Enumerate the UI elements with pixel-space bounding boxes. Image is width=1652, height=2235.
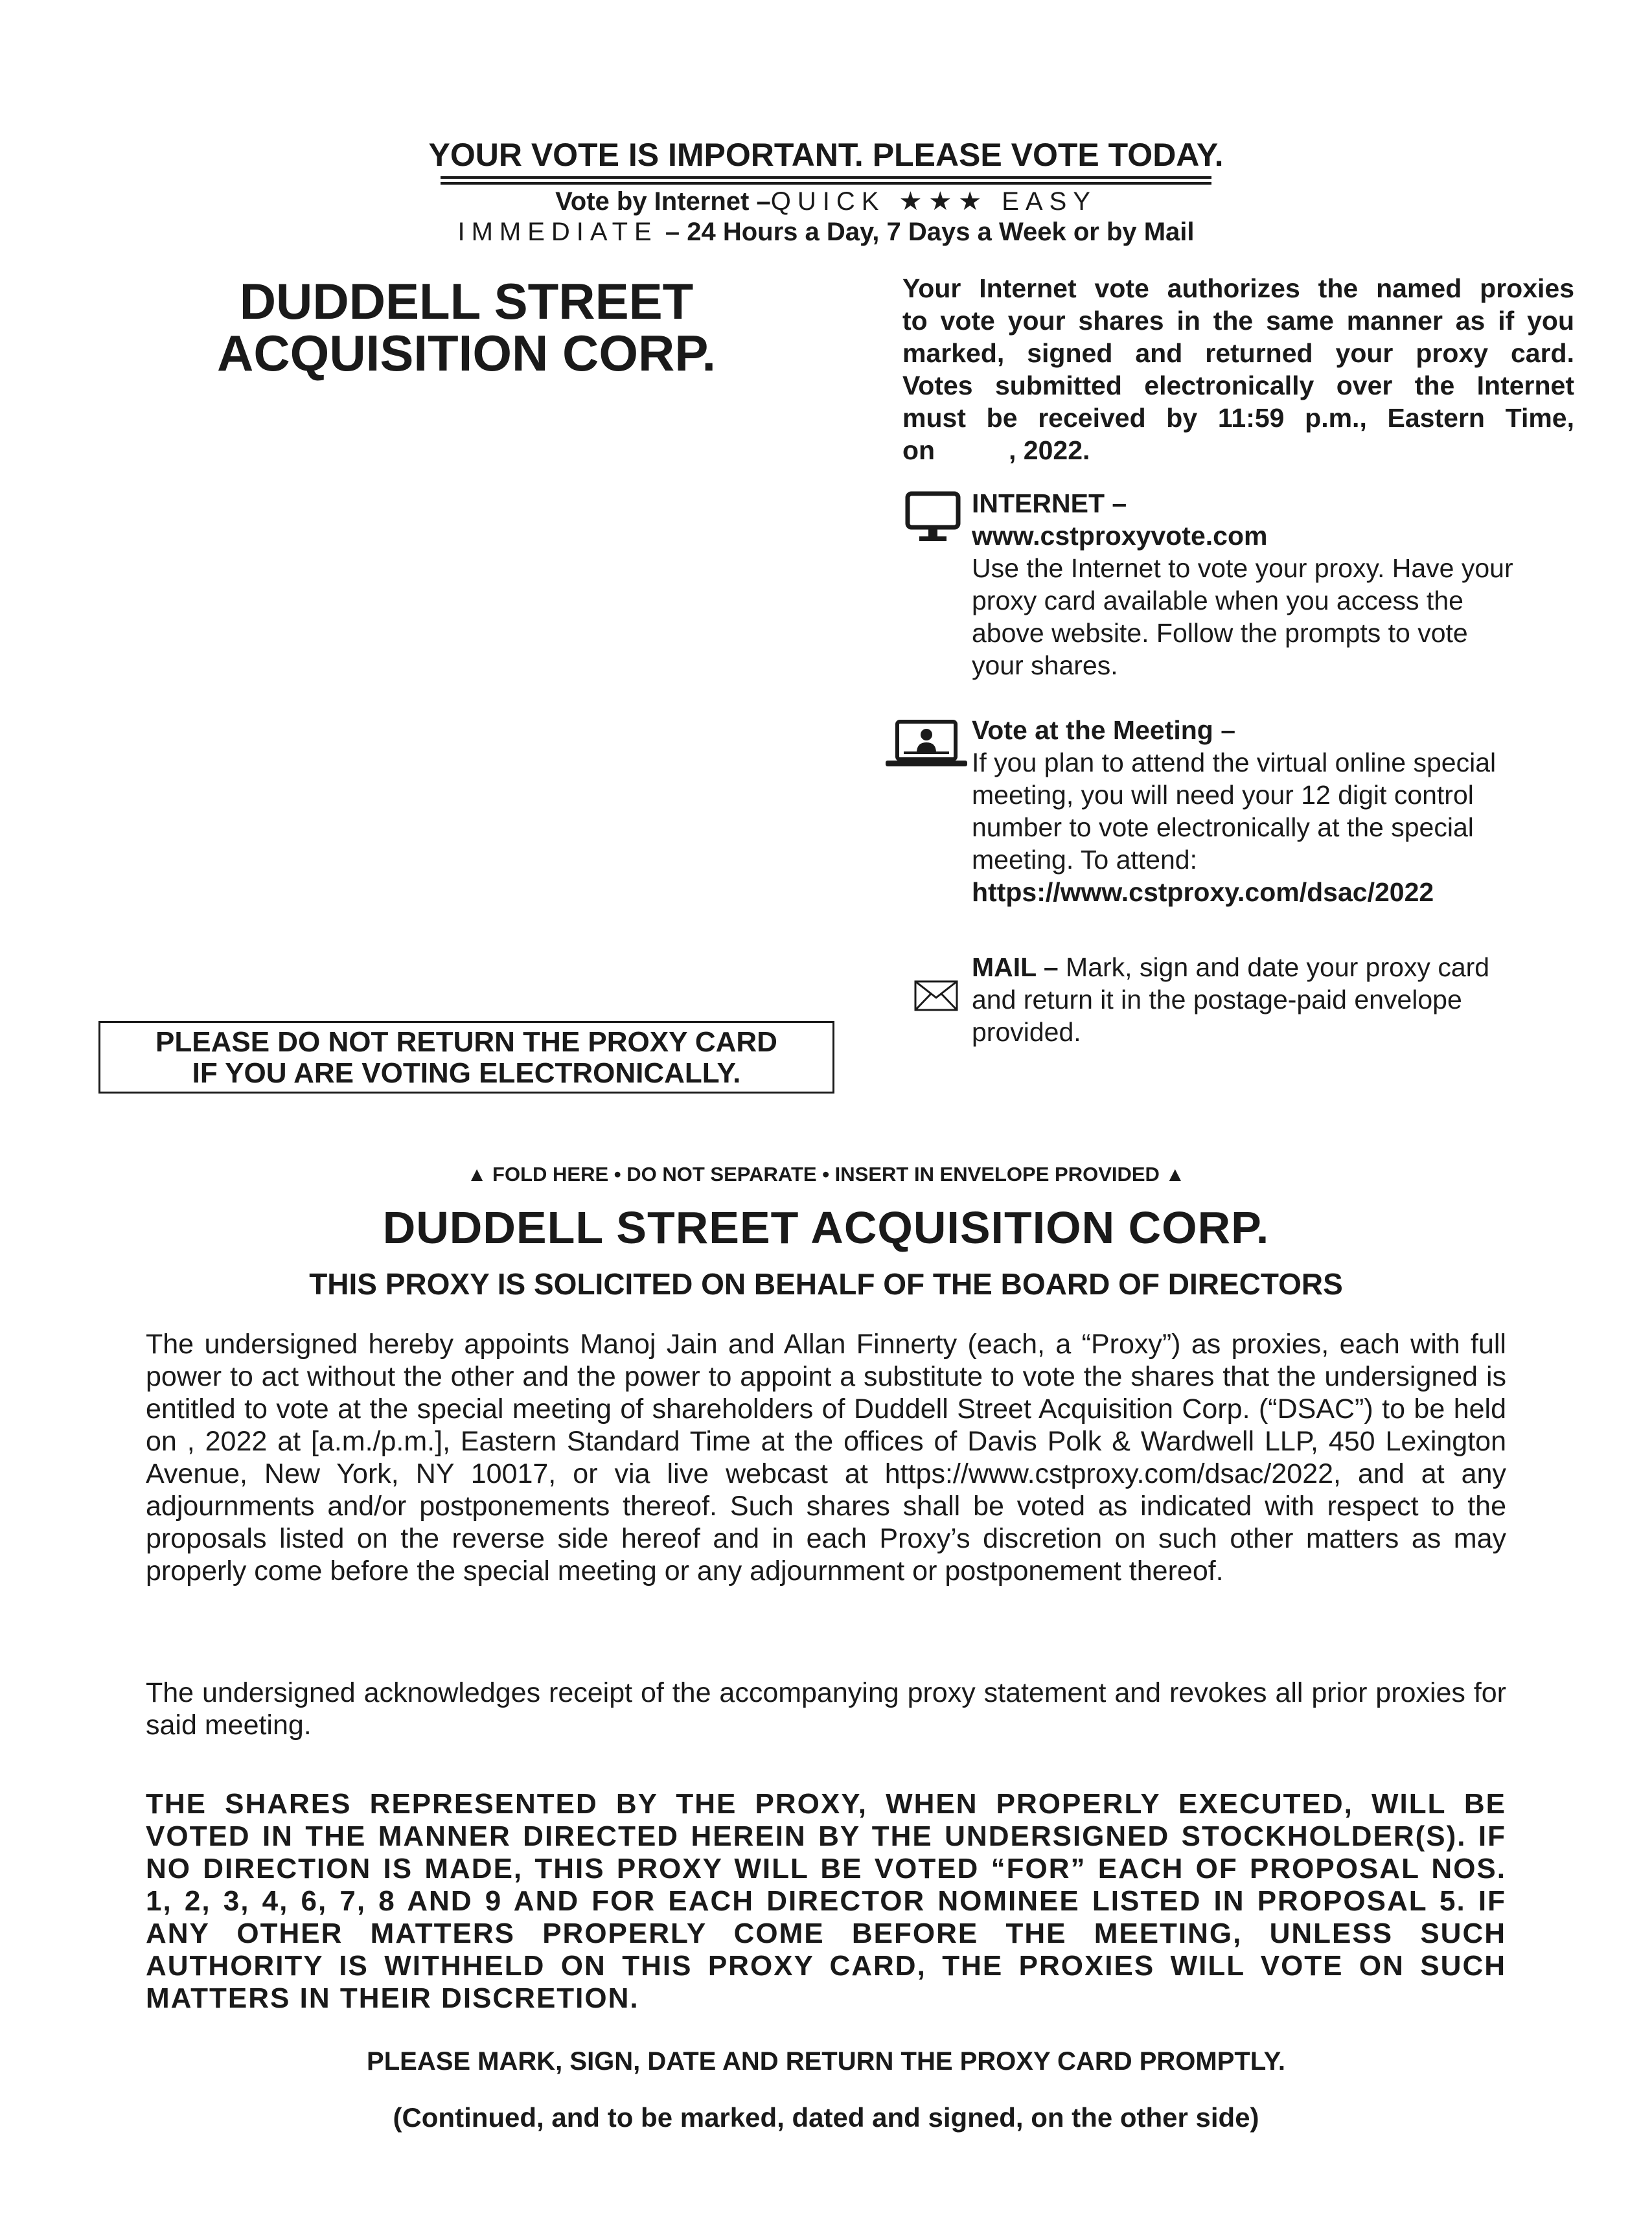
laptop-person-icon (884, 719, 969, 774)
warning-line2: IF YOU ARE VOTING ELECTRONICALLY. (192, 1057, 741, 1089)
mail-line1-text: Mark, sign and date your proxy card (1058, 952, 1490, 982)
continued-on-other-side-notice: (Continued, and to be marked, dated and signed, on the other side) (393, 2102, 1259, 2133)
proxy-solicited-heading: THIS PROXY IS SOLICITED ON BEHALF OF THE BOARD OF DIRECTORS (309, 1267, 1343, 1301)
company-name-line2: ACQUISITION CORP. (217, 325, 716, 382)
internet-body-line: proxy card available when you access the (972, 586, 1463, 615)
internet-body-line: Use the Internet to vote your proxy. Have your (972, 553, 1513, 583)
vote-methods-line (0, 187, 1652, 216)
auth-line: Your Internet vote authorizes the named proxies (902, 273, 1574, 303)
vote-important-heading: YOUR VOTE IS IMPORTANT. PLEASE VOTE TODAY. (428, 137, 1224, 173)
mail-heading: MAIL – (972, 952, 1059, 982)
meeting-url-link[interactable]: https://www.cstproxy.com/dsac/2022 (972, 877, 1434, 907)
auth-line: marked, signed and returned your proxy card. (902, 338, 1574, 368)
immediate-text: IMMEDIATE (457, 218, 658, 246)
proxy-acknowledgement-paragraph: The undersigned acknowledges receipt of the accompanying proxy statement and revokes all prior proxies for said meeting. (146, 1677, 1506, 1741)
auth-line: Votes submitted electronically over the Internet (902, 371, 1574, 400)
internet-url-link[interactable]: www.cstproxyvote.com (972, 521, 1268, 551)
proxy-appointment-paragraph: The undersigned hereby appoints Manoj Jain and Allan Finnerty (each, a “Proxy”) as proxies, each with full power to act without the other and the power to appoint a substitute to vote the shares that the undersigned is entitled to vote at the special meeting of shareholders of Duddell Street Acquisition Corp. (“DSAC”) to be held on , 2022 at [a.m./p.m.], Eastern Standard Time at the offices of Davis Polk & Wardwell LLP, 450 Lexington Avenue, New York, NY 10017, or via live webcast at https://www.cstproxy.com/dsac/2022, and at any adjournments and/or postponements thereof. Such shares shall be voted as indicated with respect to the proposals listed on the reverse side hereof and in each Proxy’s discretion on such other matters as may properly come before the special meeting or any adjournment or postponement thereof. (146, 1329, 1506, 1587)
proxy-company-name: DUDDELL STREET ACQUISITION CORP. (382, 1202, 1270, 1253)
internet-body-line: your shares. (972, 650, 1118, 680)
availability-line (0, 218, 1652, 247)
fold-instruction: ▲ FOLD HERE • DO NOT SEPARATE • INSERT IN ENVELOPE PROVIDED ▲ (466, 1163, 1186, 1186)
company-name-line1: DUDDELL STREET (239, 273, 694, 330)
mail-line2-text: and return it in the postage-paid envelope (972, 985, 1462, 1014)
company-name-top (188, 273, 745, 382)
proxy-voting-instructions-paragraph: THE SHARES REPRESENTED BY THE PROXY, WHEN PROPERLY EXECUTED, WILL BE VOTED IN THE MANNER DIRECTED HEREIN BY THE UNDERSIGNED STOCKHOLDER(S). IF NO DIRECTION IS MADE, THIS PROXY WILL BE VOTED “FOR” EACH OF PROPOSAL NOS. 1, 2, 3, 4, 6, 7, 8 AND 9 AND FOR EACH DIRECTOR NOMINEE LISTED IN PROPOSAL 5. IF ANY OTHER MATTERS PROPERLY COME BEFORE THE MEETING, UNLESS SUCH AUTHORITY IS WITHHELD ON THIS PROXY CARD, THE PROXIES WILL VOTE ON SUCH MATTERS IN THEIR DISCRETION. (146, 1788, 1506, 2014)
meeting-body-line: meeting. To attend: (972, 845, 1197, 875)
meeting-heading: Vote at the Meeting – (972, 715, 1236, 745)
internet-voting-section (972, 487, 1594, 682)
meeting-body-line: number to vote electronically at the special (972, 812, 1474, 842)
mail-line3-text: provided. (972, 1017, 1081, 1047)
meeting-body-line: meeting, you will need your 12 digit control (972, 780, 1474, 810)
mail-voting-section (972, 951, 1594, 1048)
warning-line1: PLEASE DO NOT RETURN THE PROXY CARD (155, 1026, 777, 1058)
envelope-icon (913, 980, 959, 1015)
internet-body-line: above website. Follow the prompts to vote (972, 618, 1468, 648)
auth-line: to vote your shares in the same manner as if you (902, 306, 1574, 336)
double-rule-top (441, 176, 1211, 179)
meeting-voting-section (972, 714, 1594, 908)
meeting-body-line: If you plan to attend the virtual online special (972, 748, 1497, 777)
do-not-return-warning-box (98, 1021, 834, 1094)
auth-line: on , 2022. (902, 435, 1090, 465)
quick-easy-text: QUICK ★★★ EASY (770, 187, 1097, 216)
auth-line: must be received by 11:59 p.m., Eastern Time, (902, 403, 1574, 433)
computer-monitor-icon (904, 491, 962, 546)
double-rule-bottom (441, 182, 1211, 185)
internet-heading: INTERNET – (972, 488, 1127, 518)
vote-by-internet-text: Vote by Internet – (555, 187, 771, 216)
availability-text: – 24 Hours a Day, 7 Days a Week or by Mail (658, 218, 1195, 246)
internet-authorization-text (902, 272, 1574, 466)
mark-sign-return-notice: PLEASE MARK, SIGN, DATE AND RETURN THE PROXY CARD PROMPTLY. (367, 2047, 1285, 2076)
